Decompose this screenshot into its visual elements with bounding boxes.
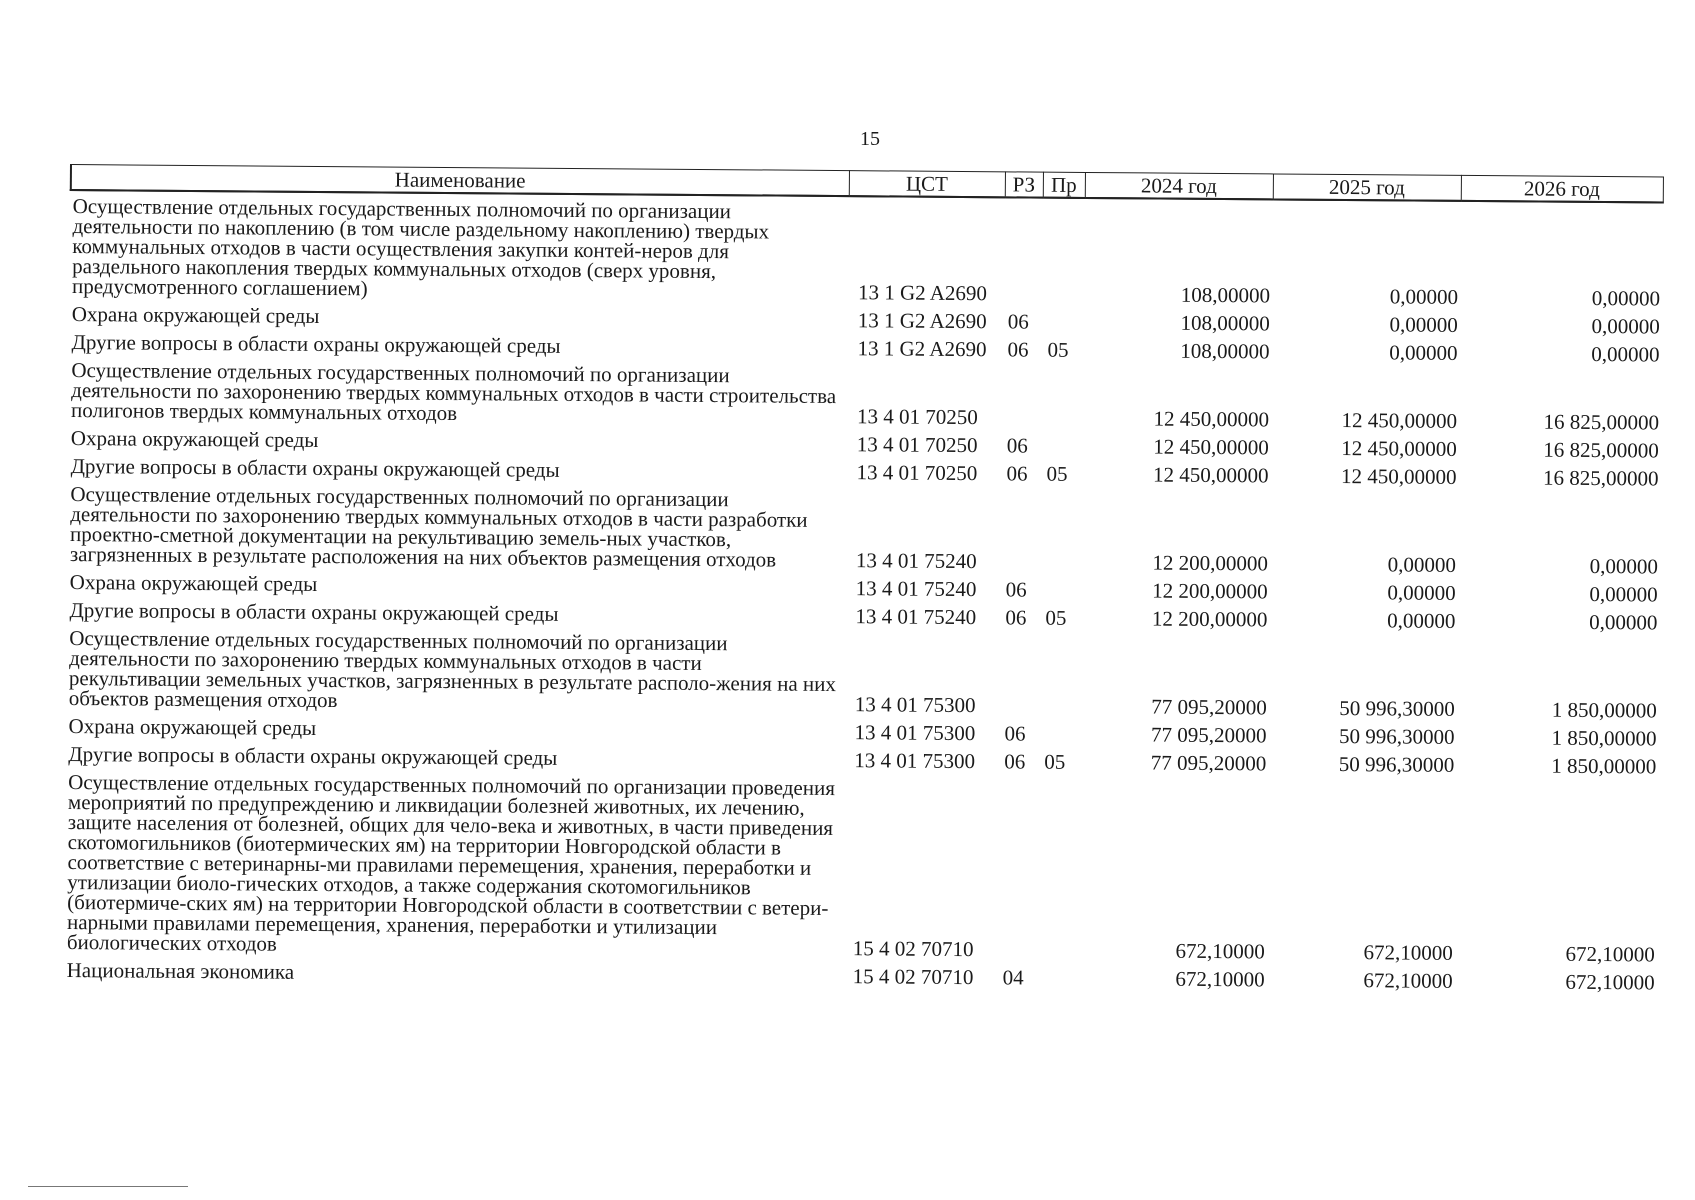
row-cst: 13 4 01 70250 [856,432,978,458]
row-cst: 13 4 01 75300 [854,692,976,718]
row-pr [1041,363,1084,431]
row-rz: 06 [1007,337,1029,362]
row-pr [1042,307,1084,335]
row-2026: 0,00000 [1591,285,1661,311]
row-name: Осуществление отдельных государственных полномочий по организации деятельности по захоронению твердых коммунальных отходов в части строительства полигонов твердых коммунальных отходов [70,358,837,426]
row-2024: 12 200,00000 [1152,550,1268,576]
row-2025: 0,00000 [1387,552,1456,577]
row-2026: 16 825,00000 [1543,409,1660,435]
row-name: Осуществление отдельных государственных полномочий по организации проведения мероприятий по предупреждению и ликвидации болезней животных, их лечению, защите населения от болезней, общих для чело-века и животных, в части приведения скотомогильников (биотермических ям) на территории Новгородской области в соответствие с ветеринарны-ми правилами перемещения, хранения, переработки и утилизации биоло-гических отходов, а также содержания скотомогильников (биотермиче-ских ям) на территории Новгородской области в соответствии с ветери-нарными правилами перемещения, хранения, переработки и утилизации биологических отходов [66,770,836,956]
row-2024: 77 095,20000 [1150,750,1267,776]
row-cst: 15 4 02 70710 [852,964,974,990]
row-pr [1037,963,1079,991]
row-2024: 77 095,20000 [1151,694,1267,720]
header-name: Наименование [71,165,849,197]
row-2026: 16 825,00000 [1542,465,1659,491]
row-2026: 0,00000 [1589,609,1658,635]
row-2026: 0,00000 [1591,341,1660,367]
row-2025: 0,00000 [1387,608,1456,633]
row-pr: 05 [1044,749,1066,774]
row-rz: 06 [1005,577,1027,602]
row-rz: 06 [1007,309,1029,334]
row-name: Другие вопросы в области охраны окружающей среды [68,742,558,770]
row-name: Охрана окружающей среды [69,570,318,596]
row-pr [1040,575,1082,603]
budget-table-sheet [64,164,1662,995]
row-rz: 06 [1004,721,1026,746]
row-cst: 13 4 01 75240 [855,548,977,574]
row-cst: 13 1 G2 A2690 [857,336,987,362]
row-2024: 77 095,20000 [1150,722,1267,748]
row-2026: 1 850,00000 [1551,697,1657,723]
row-2025: 0,00000 [1389,312,1458,337]
table-row [70,190,1663,312]
page-number: 15 [860,128,880,150]
row-name: Другие вопросы в области охраны окружающей среды [70,454,560,482]
row-name: Охрана окружающей среды [68,714,317,740]
row-pr [1041,431,1083,459]
row-cst: 13 4 01 75300 [854,748,976,774]
table-row [69,355,1661,436]
row-pr: 05 [1047,337,1069,362]
row-2024: 12 200,00000 [1151,606,1268,632]
row-name: Национальная экономика [66,957,295,984]
row-2024: 108,00000 [1180,338,1270,364]
row-pr [1042,198,1085,307]
row-2025: 0,00000 [1389,340,1458,365]
row-cst: 13 4 01 70250 [856,460,978,486]
header-cst: ЦСТ [849,171,1005,198]
row-2025: 0,00000 [1389,284,1459,309]
row-2024: 672,10000 [1175,966,1265,992]
row-pr [1037,775,1080,963]
row-2025: 12 450,00000 [1341,407,1458,433]
row-rz [1003,362,1042,430]
row-2026: 672,10000 [1565,969,1655,995]
row-cst: 13 1 G2 A2690 [857,280,988,306]
row-2026: 16 825,00000 [1543,437,1659,463]
row-cst: 13 4 01 75240 [855,576,977,602]
row-2026: 672,10000 [1565,941,1655,967]
table-row [67,623,1660,724]
row-name: Осуществление отдельных государственных полномочий по организации деятельности по захоронению твердых коммунальных отходов в части рекультивации земельных участков, загрязненных в результате располо-жения на них объектов размещения отходов [68,626,837,713]
row-2024: 108,00000 [1180,282,1271,308]
row-cst: 13 4 01 70250 [856,404,978,430]
row-2026: 1 850,00000 [1551,725,1657,751]
footer-rule [28,1186,188,1187]
row-cst: 13 1 G2 A2690 [857,308,987,334]
table-row [68,479,1661,580]
row-2024: 672,10000 [1175,938,1265,964]
row-name: Охрана окружающей среды [70,426,319,452]
row-rz [1001,630,1040,718]
row-cst: 13 4 01 75240 [855,604,977,630]
header-2025: 2025 год [1273,174,1461,201]
row-rz: 06 [1005,605,1027,630]
header-pr: Пр [1043,172,1085,198]
row-2024: 12 200,00000 [1152,578,1268,604]
row-name: Охрана окружающей среды [71,302,320,328]
row-2024: 108,00000 [1180,310,1270,336]
row-pr [1038,719,1080,747]
budget-table [64,164,1664,995]
header-2024: 2024 год [1085,172,1273,199]
row-pr [1039,631,1082,719]
row-2025: 50 996,30000 [1339,695,1455,721]
row-name: Осуществление отдельных государственных полномочий по организации деятельности по захоронению твердых коммунальных отходов в части разработки проектно-сметной документации на рекультивацию земель-ных участков, загрязненных в результате расположения на них объектов размещения отходов [69,482,808,572]
row-name: Осуществление отдельных государственных полномочий по организации деятельности по накоплению (в том числе раздельному накоплению) твердых коммунальных отходов в части осуществления закупки контей-неров для раздельного накопления твердых коммунальных отходов (сверх уровня, предусмотренного соглашением) [71,194,770,301]
row-name: Другие вопросы в области охраны окружающей среды [69,598,559,626]
row-rz [1004,197,1043,306]
row-2025: 0,00000 [1387,580,1456,605]
header-2026: 2026 год [1461,175,1663,202]
row-2026: 1 850,00000 [1551,753,1657,779]
row-rz [999,774,1038,962]
row-rz: 06 [1006,461,1028,486]
row-2025: 12 450,00000 [1340,463,1457,489]
row-2025: 672,10000 [1363,940,1453,965]
row-rz: 04 [1002,965,1024,990]
row-pr: 05 [1046,461,1068,486]
row-pr [1040,487,1083,575]
row-2025: 12 450,00000 [1341,435,1457,461]
row-2025: 50 996,30000 [1338,751,1455,777]
row-2025: 672,10000 [1363,968,1453,993]
row-pr: 05 [1045,605,1067,630]
row-2024: 12 450,00000 [1153,434,1269,460]
row-2024: 12 450,00000 [1153,462,1269,488]
row-2025: 50 996,30000 [1338,723,1455,749]
row-cst: 15 4 02 70710 [852,936,974,962]
row-rz [1002,486,1041,574]
row-cst: 13 4 01 75300 [854,720,976,746]
row-rz: 06 [1006,433,1028,458]
row-2026: 0,00000 [1589,553,1658,579]
row-2026: 0,00000 [1591,313,1660,339]
header-rz: РЗ [1005,172,1043,198]
table-row [65,767,1658,967]
row-rz: 06 [1004,749,1026,774]
row-2026: 0,00000 [1589,581,1658,607]
table-body [65,190,1663,995]
row-name: Другие вопросы в области охраны окружающей среды [71,330,561,358]
row-2024: 12 450,00000 [1153,406,1270,432]
